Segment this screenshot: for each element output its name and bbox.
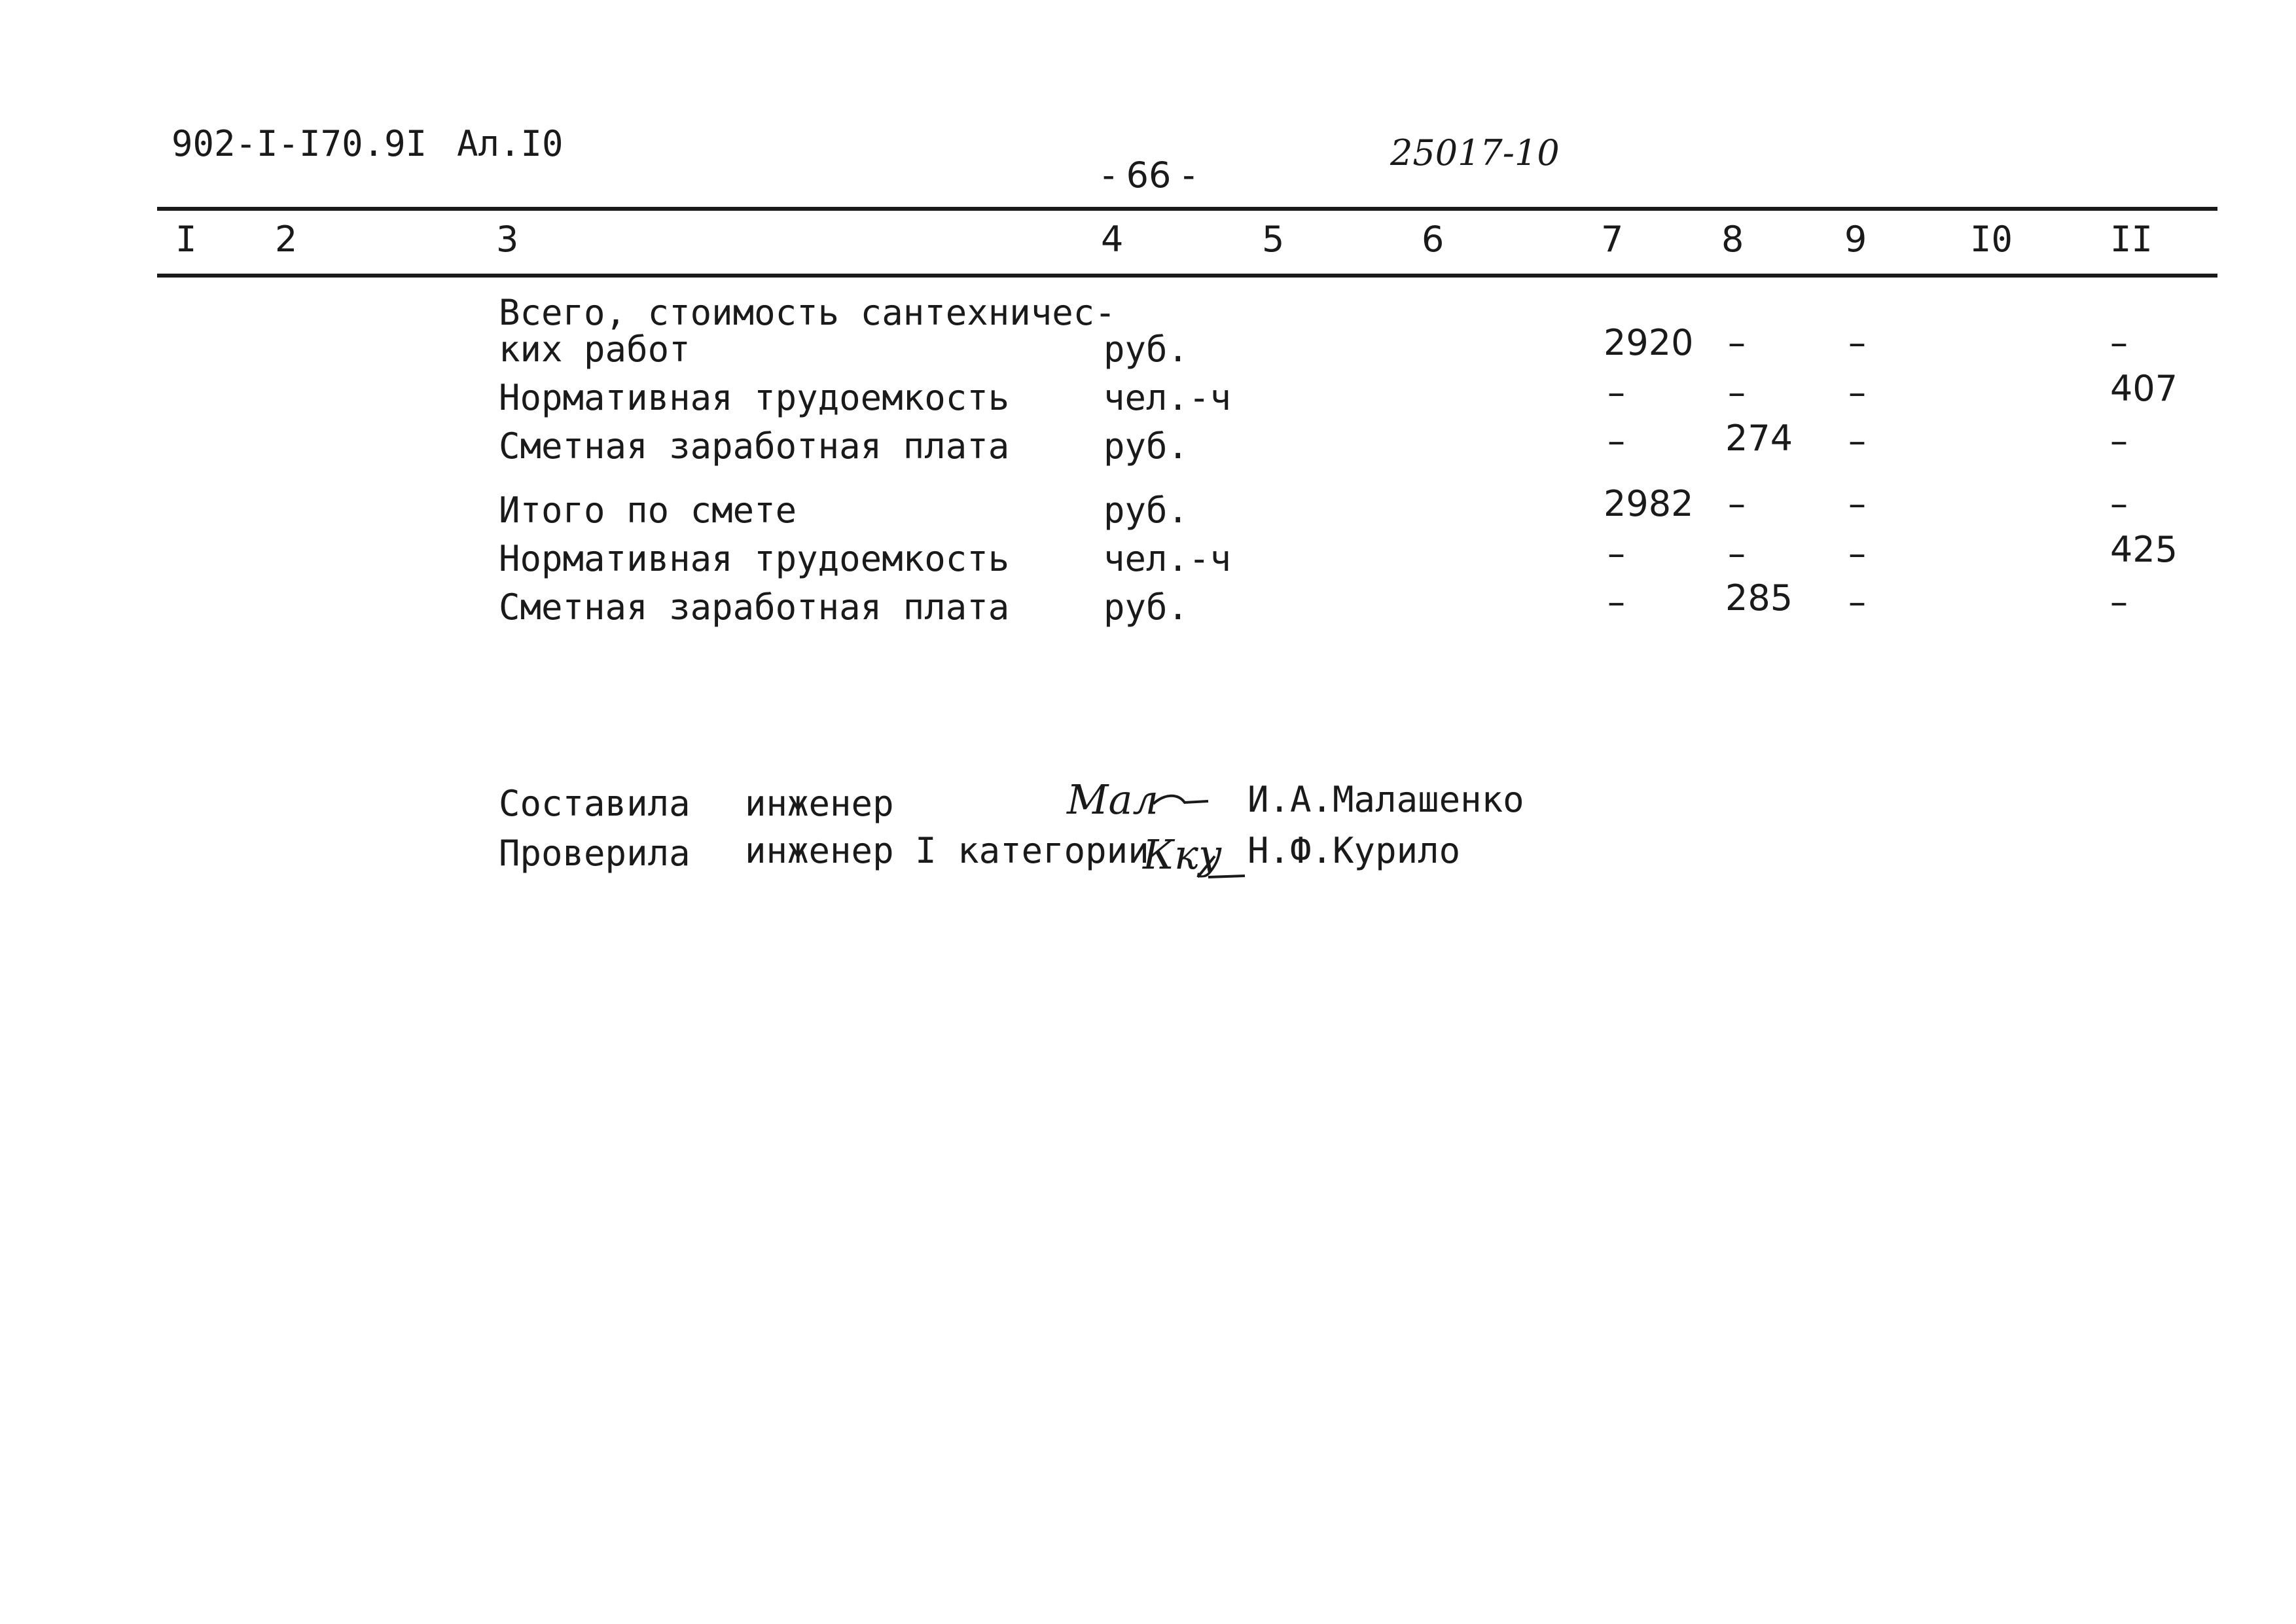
column-number: 4 — [1101, 219, 1124, 260]
unit-cell: чел.-ч — [1103, 377, 1232, 418]
value-cell-col9: – — [1848, 581, 1866, 623]
row-label: Всего, стоимость сантехничес- — [499, 292, 1116, 333]
row-label: Сметная заработная плата — [499, 425, 1010, 467]
sheet-label: Ал.I0 — [457, 123, 564, 164]
column-number: 3 — [496, 219, 519, 260]
column-number: 8 — [1721, 219, 1744, 260]
column-number: II — [2110, 219, 2153, 260]
signature-stroke — [1152, 791, 1211, 810]
value-cell-col11: – — [2110, 322, 2128, 363]
handwritten-signature: Кку — [1143, 831, 1222, 878]
value-cell-col11: – — [2110, 483, 2128, 524]
row-label-continuation: ких работ — [499, 329, 691, 370]
signature-name: Н.Ф.Курило — [1247, 830, 1461, 871]
handwritten-signature: Мал — [1067, 776, 1158, 823]
signature-role: Проверила — [499, 833, 691, 874]
value-cell-col7: 2920 — [1604, 322, 1694, 363]
unit-cell: руб. — [1103, 329, 1189, 370]
column-number: 9 — [1844, 219, 1867, 260]
column-number: 6 — [1422, 219, 1444, 260]
value-cell-col9: – — [1848, 483, 1866, 524]
value-cell-col8: – — [1728, 372, 1746, 413]
handwritten-reference: 25017-10 — [1390, 132, 1560, 173]
value-cell-col9: – — [1848, 372, 1866, 413]
value-cell-col8: 285 — [1725, 577, 1793, 619]
value-cell-col8: 274 — [1725, 418, 1793, 459]
value-cell-col7: 2982 — [1604, 483, 1694, 524]
value-cell-col7: – — [1607, 420, 1625, 461]
value-cell-col11: – — [2110, 581, 2128, 623]
signature-stroke — [1195, 851, 1247, 884]
row-label: Нормативная трудоемкость — [499, 377, 1010, 418]
top-rule — [157, 207, 2217, 211]
value-cell-col8: – — [1728, 533, 1746, 574]
value-cell-col9: – — [1848, 420, 1866, 461]
value-cell-col8: – — [1728, 322, 1746, 363]
header-rule — [157, 274, 2217, 278]
value-cell-col11: 407 — [2110, 368, 2178, 409]
unit-cell: руб. — [1103, 490, 1189, 531]
value-cell-col7: – — [1607, 581, 1625, 623]
unit-cell: руб. — [1103, 425, 1189, 467]
page-number: - 66 - — [1102, 154, 1196, 196]
signature-position: инженер — [745, 783, 894, 824]
signature-position: инженер I категории — [745, 830, 1149, 871]
value-cell-col9: – — [1848, 533, 1866, 574]
signature-name: И.А.Малашенко — [1247, 779, 1524, 820]
document-code: 902-I-I70.9I — [171, 123, 427, 164]
row-label: Сметная заработная плата — [499, 586, 1010, 628]
value-cell-col11: 425 — [2110, 529, 2178, 570]
column-number: 2 — [275, 219, 298, 260]
value-cell-col7: – — [1607, 533, 1625, 574]
unit-cell: руб. — [1103, 586, 1189, 628]
row-label: Нормативная трудоемкость — [499, 538, 1010, 579]
value-cell-col11: – — [2110, 420, 2128, 461]
column-number: I0 — [1970, 219, 2013, 260]
row-label: Итого по смете — [499, 490, 797, 531]
signature-role: Составила — [499, 783, 691, 824]
value-cell-col7: – — [1607, 372, 1625, 413]
value-cell-col8: – — [1728, 483, 1746, 524]
column-number: I — [175, 219, 197, 260]
column-number: 7 — [1601, 219, 1624, 260]
column-number: 5 — [1262, 219, 1285, 260]
unit-cell: чел.-ч — [1103, 538, 1232, 579]
value-cell-col9: – — [1848, 322, 1866, 363]
